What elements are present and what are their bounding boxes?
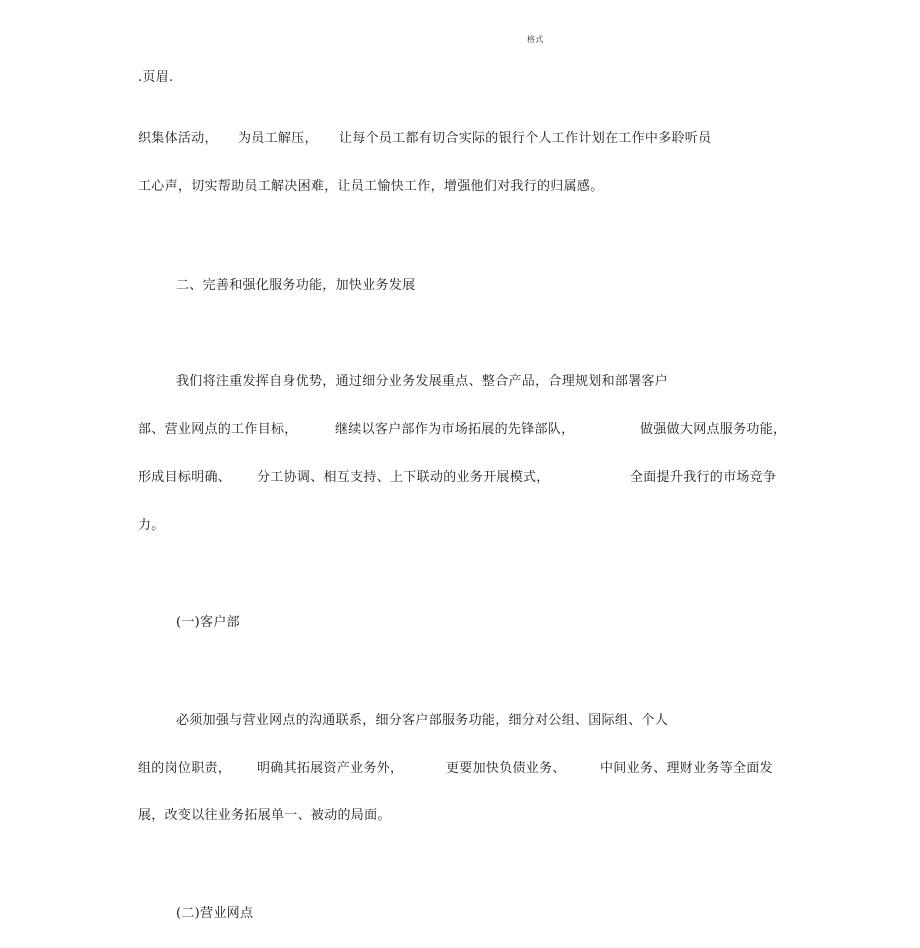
- paragraph-line: 工心声，切实帮助员工解决困难，让员工愉快工作，增强他们对我行的归属感。: [138, 179, 604, 194]
- paragraph-line: 组的岗位职责，: [138, 761, 232, 776]
- paragraph-line: 部、营业网点的工作目标，: [138, 422, 298, 437]
- paragraph-line: 做强做大网点服务功能，: [640, 422, 787, 437]
- paragraph-line: 我们将注重发挥自身优势，通过细分业务发展重点、整合产品，合理规划和部署客户: [176, 374, 669, 389]
- subsection-heading: (二)营业网点: [176, 906, 254, 921]
- paragraph-line: 让每个员工都有切合实际的银行个人工作计划在工作中多聆听员: [339, 131, 712, 146]
- paragraph-line: 全面提升我行的市场竞争: [630, 470, 777, 485]
- paragraph-line: 中间业务、理财业务等全面发: [600, 761, 773, 776]
- page-header: .页眉.: [138, 70, 174, 85]
- paragraph-line: 为员工解压，: [238, 131, 318, 146]
- paragraph-line: 更要加快负债业务、: [446, 761, 566, 776]
- paragraph-line: 形成目标明确、: [138, 470, 232, 485]
- paragraph-line: 继续以客户部作为市场拓展的先锋部队，: [335, 422, 575, 437]
- paragraph-line: 必须加强与营业网点的沟通联系，细分客户部服务功能，细分对公组、国际组、个人: [176, 713, 669, 728]
- paragraph-line: 展，改变以往业务拓展单一、被动的局面。: [138, 808, 391, 823]
- format-label: 格式: [527, 35, 544, 44]
- section-heading: 二、完善和强化服务功能，加快业务发展: [176, 278, 416, 293]
- subsection-heading: (一)客户部: [176, 615, 240, 630]
- paragraph-line: 分工协调、相互支持、上下联动的业务开展模式，: [257, 470, 550, 485]
- paragraph-line: 织集体活动，: [138, 131, 218, 146]
- paragraph-line: 力。: [138, 518, 165, 533]
- paragraph-line: 明确其拓展资产业务外，: [257, 761, 404, 776]
